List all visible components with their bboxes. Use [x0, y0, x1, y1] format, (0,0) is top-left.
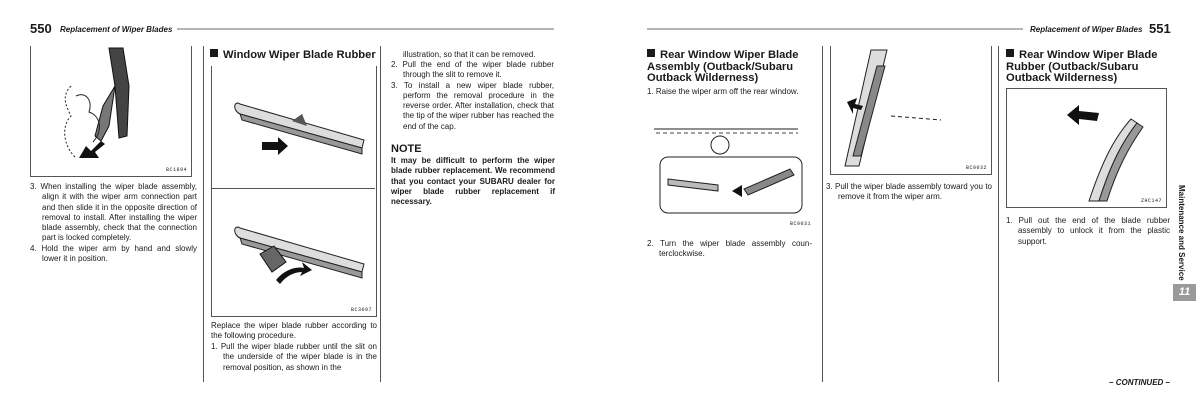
- square-bullet-icon: [1006, 49, 1014, 57]
- col5-steps: [826, 182, 992, 203]
- section-heading-rear-rubber: Rear Window Wiper Blade Rubber (Outback/Subaru Outback Wilderness): [1006, 49, 1158, 84]
- column-divider: [822, 46, 823, 382]
- figure-code: ZHC147: [1140, 198, 1162, 204]
- column-divider: [998, 46, 999, 382]
- wiper-rubber-illustration: [212, 66, 376, 316]
- figure-rear-wiper-pull: [830, 46, 992, 175]
- section-heading-wiper-rubber: Window Wiper Blade Rubber: [210, 49, 380, 62]
- wiper-arm-illustration: [31, 46, 191, 176]
- column-divider: [203, 46, 204, 382]
- step-item: 4. Hold the wiper arm by hand and slowly lower it in position.: [30, 243, 197, 264]
- page-number-right: 551: [1149, 21, 1171, 36]
- figure-code: BC3097: [350, 307, 372, 313]
- rear-rubber-illustration: [1007, 89, 1166, 207]
- intro-text: Replace the wiper blade rubber according to the following procedure.: [211, 321, 377, 341]
- col3-steps: [391, 60, 554, 132]
- header-rule-left: [177, 28, 554, 30]
- figure-code: BC1894: [165, 167, 187, 173]
- col4-steps-2: [647, 239, 812, 260]
- figure-wiper-rubber: [211, 66, 377, 317]
- step-item: 2. Pull the end of the wiper blade rubber through the slit to remove it.: [391, 60, 554, 80]
- step-item: 3. When installing the wiper blade assembly, align it with the wiper arm connection part and then slide it in the opposite direction of removal to install. After installing the wiper blade assembly, check that the connection part is locked completely.: [30, 182, 197, 243]
- header-title-left: Replacement of Wiper Blades: [60, 25, 173, 34]
- step-item: 3. To install a new wiper blade rubber, perform the removal procedure in the reverse order. After installation, check that the tip of the wiper rubber has reached the end of the cap.: [391, 80, 554, 131]
- side-section-label: Maintenance and Service: [1177, 185, 1186, 281]
- figure-code: BC0032: [965, 165, 987, 171]
- col6-steps: [1006, 216, 1170, 247]
- col4-steps: [647, 87, 812, 97]
- square-bullet-icon: [210, 49, 218, 57]
- page-number-left: 550: [30, 21, 52, 36]
- step-item: 3. Pull the wiper blade assembly toward you to remove it from the wiper arm.: [826, 182, 992, 202]
- figure-rear-rubber: [1006, 88, 1167, 208]
- header-rule-right: [647, 28, 1023, 30]
- step-item: 1. Pull the wiper blade rubber until the slit on the underside of the wiper blade is in the removal position, as shown in the: [211, 342, 377, 372]
- col2-steps: [211, 342, 377, 373]
- step-item: 1. Pull out the end of the blade rubber assembly to unlock it from the plastic support.: [1006, 216, 1170, 246]
- col1-steps: [30, 182, 197, 264]
- step-item: 1. Raise the wiper arm off the rear window.: [647, 87, 799, 96]
- header-title-right: Replacement of Wiper Blades: [1030, 25, 1143, 34]
- figure-code: BC0031: [789, 221, 811, 227]
- continued-label: – CONTINUED –: [1109, 378, 1170, 387]
- continuation-text: illustration, so that it can be removed.: [403, 50, 536, 59]
- figure-rear-wiper-raise: [647, 112, 814, 234]
- step-item: 2. Turn the wiper blade assembly counterclockwise.: [647, 239, 812, 259]
- note-heading: NOTE: [391, 143, 422, 155]
- rear-wiper-pull-illustration: [831, 46, 991, 174]
- chapter-tab: 11: [1173, 284, 1196, 301]
- note-text: It may be difficult to perform the wiper blade rubber replacement. We recommend that you contact your SUBARU dealer for wiper blade rubber replacement if necessary.: [391, 156, 555, 207]
- column-divider: [380, 46, 381, 382]
- figure-wiper-arm-install: [30, 46, 192, 177]
- square-bullet-icon: [647, 49, 655, 57]
- rear-window-illustration: [648, 113, 813, 233]
- figure-divider: [211, 188, 375, 189]
- section-heading-rear-assembly: Rear Window Wiper Blade Assembly (Outback/Subaru Outback Wilderness): [647, 49, 799, 84]
